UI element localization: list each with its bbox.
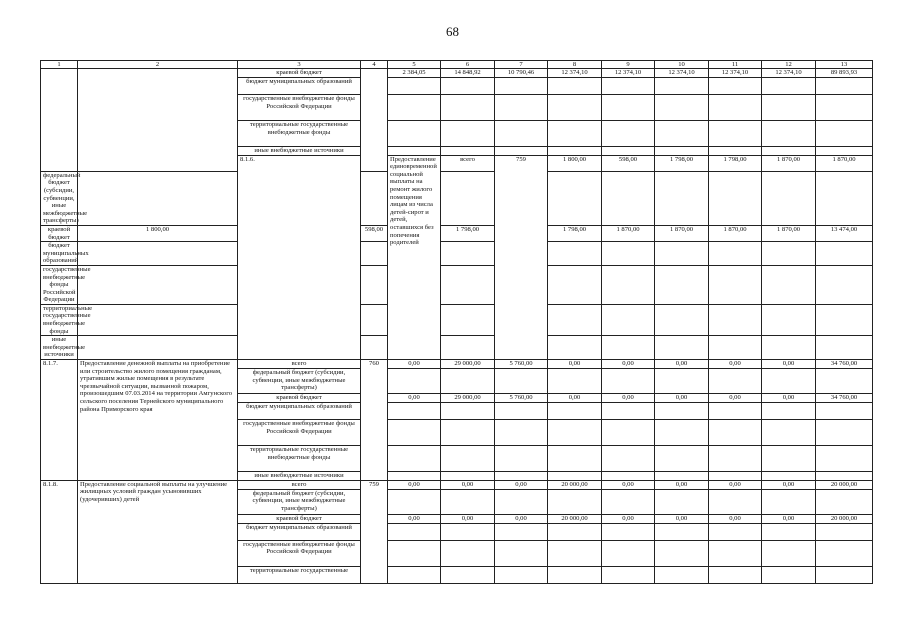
column-number: 12	[762, 61, 816, 69]
table-row	[41, 304, 873, 335]
source-label: всего	[238, 480, 361, 489]
value-cell: 1 870,00	[762, 225, 816, 241]
column-number: 8	[548, 61, 602, 69]
value-cell: 12 374,10	[762, 69, 816, 78]
item-name: Предоставление денежной выплаты на приобретение или строительство жилого помещения гражданам, утратившим жилые помещения в результате чрезвычайной ситуации, вызванной пожаром, произошедшим 07.03.2014 на территории Амгунского сельского поселения Тернейского муниципального района Приморского края	[78, 360, 238, 481]
column-number: 2	[78, 61, 238, 69]
table-row	[41, 225, 873, 241]
value-cell: 0,00	[388, 514, 441, 523]
value-cell: 5 760,00	[495, 394, 548, 403]
table-row	[41, 171, 873, 225]
value-cell: 0,00	[762, 394, 816, 403]
value-cell: 0,00	[709, 480, 762, 489]
column-number: 11	[709, 61, 762, 69]
value-cell: 1 798,00	[548, 225, 602, 241]
value-cell: 34 760,00	[816, 360, 873, 369]
table-row	[41, 360, 873, 369]
value-cell: 0,00	[655, 514, 709, 523]
column-number: 1	[41, 61, 78, 69]
column-number: 3	[238, 61, 361, 69]
value-cell: 0,00	[388, 394, 441, 403]
column-number: 9	[602, 61, 655, 69]
value-cell: 0,00	[655, 360, 709, 369]
source-label: территориальные государственные	[238, 566, 361, 583]
value-cell: 1 798,00	[655, 155, 709, 171]
item-code: 8.1.6.	[238, 155, 361, 359]
source-label: федеральный бюджет (субсидии, субвенции, иные межбюджетные трансферты)	[41, 171, 78, 225]
column-number: 5	[388, 61, 441, 69]
column-number: 4	[361, 61, 388, 69]
value-cell: 20 000,00	[548, 480, 602, 489]
table-body	[41, 61, 873, 584]
source-label: иные внебюджетные источники	[238, 472, 361, 481]
value-cell: 12 374,10	[602, 69, 655, 78]
value-cell: 0,00	[709, 360, 762, 369]
table-row	[41, 480, 873, 489]
column-number: 7	[495, 61, 548, 69]
source-label: всего	[441, 155, 495, 171]
value-cell: 0,00	[709, 514, 762, 523]
source-label: краевой бюджет	[238, 394, 361, 403]
value-cell: 0,00	[441, 514, 495, 523]
value-cell: 0,00	[762, 514, 816, 523]
value-cell: 1 870,00	[602, 225, 655, 241]
source-label: всего	[238, 360, 361, 369]
item-code: 8.1.8.	[41, 480, 78, 583]
value-cell: 13 474,00	[816, 225, 873, 241]
value-cell: 1 870,00	[762, 155, 816, 171]
item-code: 8.1.7.	[41, 360, 78, 481]
value-cell: 14 848,92	[441, 69, 495, 78]
value-cell: 1 870,00	[816, 155, 873, 171]
value-cell: 29 000,00	[441, 394, 495, 403]
source-label: государственные внебюджетные фонды Российской Федерации	[238, 540, 361, 566]
value-cell: 0,00	[548, 394, 602, 403]
item-name: Предоставление единовременной социальной выплаты на ремонт жилого помещения лицам из числа детей-сирот и детей, оставшихся без попечения родителей	[388, 155, 441, 359]
value-cell: 20 000,00	[816, 480, 873, 489]
value-cell: 1 798,00	[709, 155, 762, 171]
item-col4	[361, 69, 388, 172]
source-label: территориальные государственные внебюджетные фонды	[238, 446, 361, 472]
column-number: 10	[655, 61, 709, 69]
source-label: краевой бюджет	[238, 69, 361, 78]
source-label: территориальные государственные внебюджетные фонды	[238, 121, 361, 147]
value-cell: 0,00	[495, 480, 548, 489]
value-cell: 0,00	[762, 360, 816, 369]
page-number: 68	[446, 24, 459, 39]
value-cell: 1 800,00	[548, 155, 602, 171]
value-cell: 0,00	[495, 514, 548, 523]
item-name: Предоставление социальной выплаты на улучшение жилищных условий граждан усыновивших (удочеривших) детей	[78, 480, 238, 583]
source-label: государственные внебюджетные фонды Российской Федерации	[41, 265, 78, 304]
value-cell: 0,00	[655, 394, 709, 403]
value-cell: 20 000,00	[548, 514, 602, 523]
value-cell: 598,00	[361, 225, 388, 241]
value-cell: 12 374,10	[548, 69, 602, 78]
value-cell: 0,00	[602, 480, 655, 489]
budget-table	[40, 60, 873, 584]
value-cell: 5 760,00	[495, 360, 548, 369]
value-cell: 0,00	[388, 480, 441, 489]
value-cell: 89 893,93	[816, 69, 873, 78]
source-label: краевой бюджет	[238, 514, 361, 523]
value-cell: 0,00	[602, 360, 655, 369]
table-row	[41, 69, 873, 78]
source-label: бюджет муниципальных образований	[41, 242, 78, 266]
item-col4: 759	[361, 480, 388, 583]
value-cell: 0,00	[441, 480, 495, 489]
value-cell: 20 000,00	[816, 514, 873, 523]
value-cell: 2 384,05	[388, 69, 441, 78]
source-label: федеральный бюджет (субсидии, субвенции, иные межбюджетные трансферты)	[238, 489, 361, 514]
source-label: иные внебюджетные источники	[41, 336, 78, 360]
item-name	[78, 69, 238, 172]
value-cell: 1 800,00	[78, 225, 238, 241]
value-cell: 0,00	[548, 360, 602, 369]
value-cell: 0,00	[762, 480, 816, 489]
value-cell: 0,00	[602, 514, 655, 523]
value-cell: 598,00	[602, 155, 655, 171]
source-label: бюджет муниципальных образований	[238, 523, 361, 540]
source-label: федеральный бюджет (субсидии, субвенции, иные межбюджетные трансферты)	[238, 369, 361, 394]
source-label: краевой бюджет	[41, 225, 78, 241]
column-number: 6	[441, 61, 495, 69]
source-label: территориальные государственные внебюджетные фонды	[41, 304, 78, 335]
column-number: 13	[816, 61, 873, 69]
source-label: бюджет муниципальных образований	[238, 403, 361, 420]
source-label: иные внебюджетные источники	[238, 147, 361, 156]
source-label: бюджет муниципальных образований	[238, 78, 361, 95]
value-cell: 10 790,46	[495, 69, 548, 78]
table-row	[41, 336, 873, 360]
value-cell: 12 374,10	[709, 69, 762, 78]
item-code	[41, 69, 78, 172]
source-label: государственные внебюджетные фонды Российской Федерации	[238, 95, 361, 121]
value-cell: 1 798,00	[441, 225, 495, 241]
table-row	[41, 265, 873, 304]
value-cell: 0,00	[388, 360, 441, 369]
source-label: государственные внебюджетные фонды Российской Федерации	[238, 420, 361, 446]
value-cell: 0,00	[709, 394, 762, 403]
item-col4: 760	[361, 360, 388, 481]
value-cell: 1 870,00	[709, 225, 762, 241]
value-cell: 12 374,10	[655, 69, 709, 78]
value-cell: 29 000,00	[441, 360, 495, 369]
value-cell: 1 870,00	[655, 225, 709, 241]
item-col4: 759	[495, 155, 548, 359]
value-cell: 0,00	[655, 480, 709, 489]
table-row	[41, 242, 873, 266]
value-cell: 34 760,00	[816, 394, 873, 403]
column-number-row	[41, 61, 873, 69]
value-cell: 0,00	[602, 394, 655, 403]
